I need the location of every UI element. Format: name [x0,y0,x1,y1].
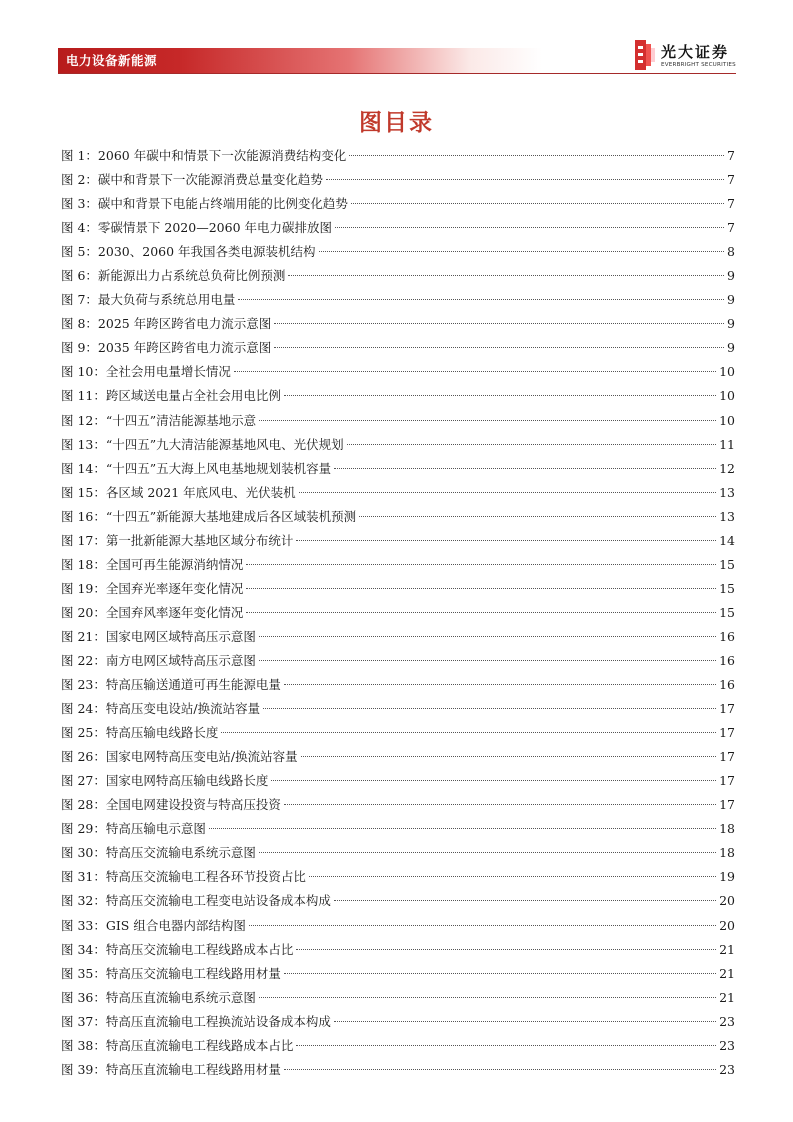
toc-entry[interactable] [61,505,735,529]
toc-dot-leader [246,612,716,613]
toc-entry-page-number[interactable]: 23 [719,1037,735,1053]
toc-entry-page-number[interactable]: 7 [727,220,735,236]
toc-entry[interactable] [61,889,735,913]
toc-entry[interactable] [61,457,735,481]
toc-entry[interactable] [61,745,735,769]
toc-entry-label[interactable]: 图 26：国家电网特高压变电站/换流站容量 [61,749,298,765]
toc-entry-page-number[interactable]: 17 [719,701,735,717]
toc-dot-leader [259,660,716,661]
toc-entry[interactable] [61,529,735,553]
toc-entry-label[interactable]: 图 35：特高压交流输电工程线路用材量 [61,965,281,981]
toc-entry-label[interactable]: 图 2：碳中和背景下一次能源消费总量变化趋势 [61,172,323,188]
toc-dot-leader [319,251,725,252]
toc-dot-leader [259,997,716,998]
toc-entry-page-number[interactable]: 15 [719,556,735,572]
toc-entry-page-number[interactable]: 17 [719,749,735,765]
toc-entry-page-number[interactable]: 15 [719,604,735,620]
toc-entry-page-number[interactable]: 13 [719,508,735,524]
toc-entry-label[interactable]: 图 14：“十四五”五大海上风电基地规划装机容量 [61,460,332,476]
toc-dot-leader [309,876,716,877]
toc-dot-leader [347,444,716,445]
toc-entry-label[interactable]: 图 29：特高压输电示意图 [61,821,206,837]
toc-dot-leader [334,900,716,901]
toc-entry-label[interactable]: 图 1：2060 年碳中和情景下一次能源消费结构变化 [61,148,347,163]
toc-entry-label[interactable]: 图 17：第一批新能源大基地区域分布统计 [61,532,294,548]
toc-entry-page-number[interactable]: 14 [719,532,735,548]
toc-dot-leader [221,732,716,733]
toc-entry[interactable] [61,986,735,1010]
toc-entry[interactable] [61,577,735,601]
toc-entry-label[interactable]: 图 37：特高压直流输电工程换流站设备成本构成 [61,1013,331,1029]
toc-entry[interactable] [61,1058,735,1082]
toc-entry-page-number[interactable]: 17 [719,797,735,813]
toc-entry-page-number[interactable]: 23 [719,1013,735,1029]
toc-dot-leader [284,395,716,396]
toc-entry-label[interactable]: 图 3：碳中和背景下电能占终端用能的比例变化趋势 [61,196,348,212]
toc-dot-leader [334,1021,716,1022]
toc-dot-leader [288,275,724,276]
toc-entry-page-number[interactable]: 21 [719,941,735,957]
toc-entry-label[interactable]: 图 19：全国弃光率逐年变化情况 [61,580,244,596]
toc-dot-leader [296,949,716,950]
toc-dot-leader [209,828,716,829]
toc-entry-label[interactable]: 图 28：全国电网建设投资与特高压投资 [61,797,281,813]
toc-dot-leader [335,227,724,228]
toc-entry[interactable] [61,1010,735,1034]
toc-dot-leader [238,299,724,300]
toc-dot-leader [349,155,724,156]
toc-dot-leader [296,540,716,541]
toc-dot-leader [274,347,724,348]
toc-entry[interactable] [61,673,735,697]
toc-entry-page-number[interactable]: 9 [727,316,735,332]
toc-entry[interactable] [61,962,735,986]
toc-entry[interactable] [61,601,735,625]
toc-dot-leader [259,852,716,853]
toc-entry[interactable] [61,409,735,433]
toc-entry[interactable] [61,168,735,192]
toc-entry-label[interactable]: 图 27：国家电网特高压输电线路长度 [61,773,269,789]
toc-entry-label[interactable]: 图 22：南方电网区域特高压示意图 [61,652,256,668]
toc-entry-label[interactable]: 图 10：全社会用电量增长情况 [61,364,231,380]
toc-entry-label[interactable]: 图 38：特高压直流输电工程线路成本占比 [61,1037,294,1053]
toc-entry-label[interactable]: 图 16：“十四五”新能源大基地建成后各区域装机预测 [61,508,357,524]
brand-logo-mark-icon [633,40,657,70]
page-title: 图目录 [359,110,434,136]
toc-entry[interactable] [61,841,735,865]
brand-name-en: EVERBRIGHT SECURITIES [661,62,736,68]
toc-entry[interactable] [61,360,735,384]
toc-entry[interactable] [61,697,735,721]
toc-dot-leader [284,684,716,685]
toc-entry-page-number[interactable]: 18 [719,821,735,837]
toc-dot-leader [334,468,716,469]
toc-entry-page-number[interactable]: 21 [719,989,735,1005]
toc-entry-page-number[interactable]: 10 [719,364,735,380]
toc-entry-label[interactable]: 图 32：特高压交流输电工程变电站设备成本构成 [61,893,331,909]
toc-entry[interactable] [61,216,735,240]
toc-entry-page-number[interactable]: 13 [719,484,735,500]
toc-entry-page-number[interactable]: 17 [719,773,735,789]
toc-entry-page-number[interactable]: 19 [719,869,735,885]
toc-entry-label[interactable]: 图 30：特高压交流输电系统示意图 [61,845,256,861]
toc-entry[interactable] [61,264,735,288]
toc-entry-page-number[interactable]: 20 [719,917,735,933]
toc-entry[interactable] [61,649,735,673]
toc-entry-page-number[interactable]: 7 [727,196,735,212]
toc-entry[interactable] [61,938,735,962]
toc-entry[interactable] [61,312,735,336]
toc-entry-page-number[interactable]: 9 [727,340,735,356]
toc-entry-page-number[interactable]: 23 [719,1061,735,1077]
toc-dot-leader [326,179,724,180]
toc-entry-page-number[interactable]: 9 [727,292,735,308]
toc-entry-page-number[interactable]: 7 [727,172,735,188]
toc-entry-label[interactable]: 图 21：国家电网区域特高压示意图 [61,628,256,644]
toc-entry-label[interactable]: 图 39：特高压直流输电工程线路用材量 [61,1061,281,1077]
toc-dot-leader [284,973,716,974]
toc-entry-label[interactable]: 图 5：2030、2060 年我国各类电源装机结构 [61,244,316,260]
toc-entry-page-number[interactable]: 8 [727,244,735,260]
toc-entry-label[interactable]: 图 6：新能源出力占系统总负荷比例预测 [61,268,286,284]
section-title: 电力设备新能源 [66,53,158,68]
toc-dot-leader [359,516,716,517]
toc-dot-leader [301,756,717,757]
toc-entry-label[interactable]: 图 23：特高压输送通道可再生能源电量 [61,677,281,693]
toc-entry-page-number[interactable]: 16 [719,677,735,693]
toc-dot-leader [263,708,716,709]
toc-entry-label[interactable]: 图 25：特高压输电线路长度 [61,725,219,741]
toc-entry[interactable] [61,721,735,745]
toc-entry[interactable] [61,914,735,938]
toc-entry[interactable] [61,625,735,649]
toc-entry-label[interactable]: 图 20：全国弃风率逐年变化情况 [61,604,244,620]
toc-entry-page-number[interactable]: 18 [719,845,735,861]
toc-entry-page-number[interactable]: 17 [719,725,735,741]
figure-table-of-contents [61,144,735,1082]
toc-entry-label[interactable]: 图 31：特高压交流输电工程各环节投资占比 [61,869,306,885]
toc-dot-leader [246,588,716,589]
toc-entry[interactable] [61,240,735,264]
toc-entry-label[interactable]: 图 8：2025 年跨区跨省电力流示意图 [61,316,272,332]
toc-entry-label[interactable]: 图 33：GIS 组合电器内部结构图 [61,917,246,933]
toc-dot-leader [259,420,716,421]
toc-entry-page-number[interactable]: 20 [719,893,735,909]
toc-dot-leader [271,780,716,781]
toc-dot-leader [259,636,716,637]
brand-name-cn: 光大证券 [661,43,730,61]
toc-entry-page-number[interactable]: 16 [719,652,735,668]
toc-dot-leader [284,804,716,805]
toc-dot-leader [246,564,716,565]
toc-entry[interactable] [61,192,735,216]
toc-entry-page-number[interactable]: 16 [719,628,735,644]
toc-entry[interactable] [61,288,735,312]
toc-entry[interactable] [61,817,735,841]
toc-dot-leader [296,1045,716,1046]
toc-entry-page-number[interactable]: 12 [719,460,735,476]
toc-entry[interactable] [61,336,735,360]
toc-dot-leader [249,925,716,926]
toc-entry[interactable] [61,865,735,889]
toc-entry[interactable] [61,793,735,817]
toc-entry-label[interactable]: 图 4：零碳情景下 2020—2060 年电力碳排放图 [61,220,332,236]
toc-dot-leader [284,1069,716,1070]
toc-entry[interactable] [61,433,735,457]
toc-entry[interactable] [61,769,735,793]
toc-entry[interactable] [61,384,735,408]
toc-entry-label[interactable]: 图 24：特高压变电设站/换流站容量 [61,701,261,717]
toc-entry-label[interactable]: 图 34：特高压交流输电工程线路成本占比 [61,941,294,957]
toc-dot-leader [274,323,724,324]
toc-entry-label[interactable]: 图 9：2035 年跨区跨省电力流示意图 [61,340,272,356]
toc-entry-label[interactable]: 图 36：特高压直流输电系统示意图 [61,989,256,1005]
toc-entry-page-number[interactable]: 11 [719,436,735,452]
toc-entry-label[interactable]: 图 13：“十四五”九大清洁能源基地风电、光伏规划 [61,436,344,452]
header-rule [58,73,736,74]
toc-entry-page-number[interactable]: 10 [719,412,735,428]
toc-dot-leader [299,492,716,493]
toc-entry-page-number[interactable]: 9 [727,268,735,284]
toc-entry[interactable] [61,1034,735,1058]
toc-entry-page-number[interactable]: 15 [719,580,735,596]
brand-logo [633,40,737,72]
toc-dot-leader [351,203,724,204]
toc-entry[interactable] [61,144,735,168]
toc-entry-label[interactable]: 图 15：各区域 2021 年底风电、光伏装机 [61,484,296,500]
toc-entry-label[interactable]: 图 11：跨区域送电量占全社会用电比例 [61,388,281,404]
toc-entry[interactable] [61,481,735,505]
toc-entry-label[interactable]: 图 7：最大负荷与系统总用电量 [61,292,236,308]
toc-entry-label[interactable]: 图 12：“十四五”清洁能源基地示意 [61,412,257,428]
header-bar [58,48,542,73]
toc-entry-page-number[interactable]: 10 [719,388,735,404]
toc-entry-label[interactable]: 图 18：全国可再生能源消纳情况 [61,556,244,572]
toc-entry-page-number[interactable]: 7 [727,148,735,163]
toc-dot-leader [234,371,716,372]
toc-entry-page-number[interactable]: 21 [719,965,735,981]
toc-entry[interactable] [61,553,735,577]
